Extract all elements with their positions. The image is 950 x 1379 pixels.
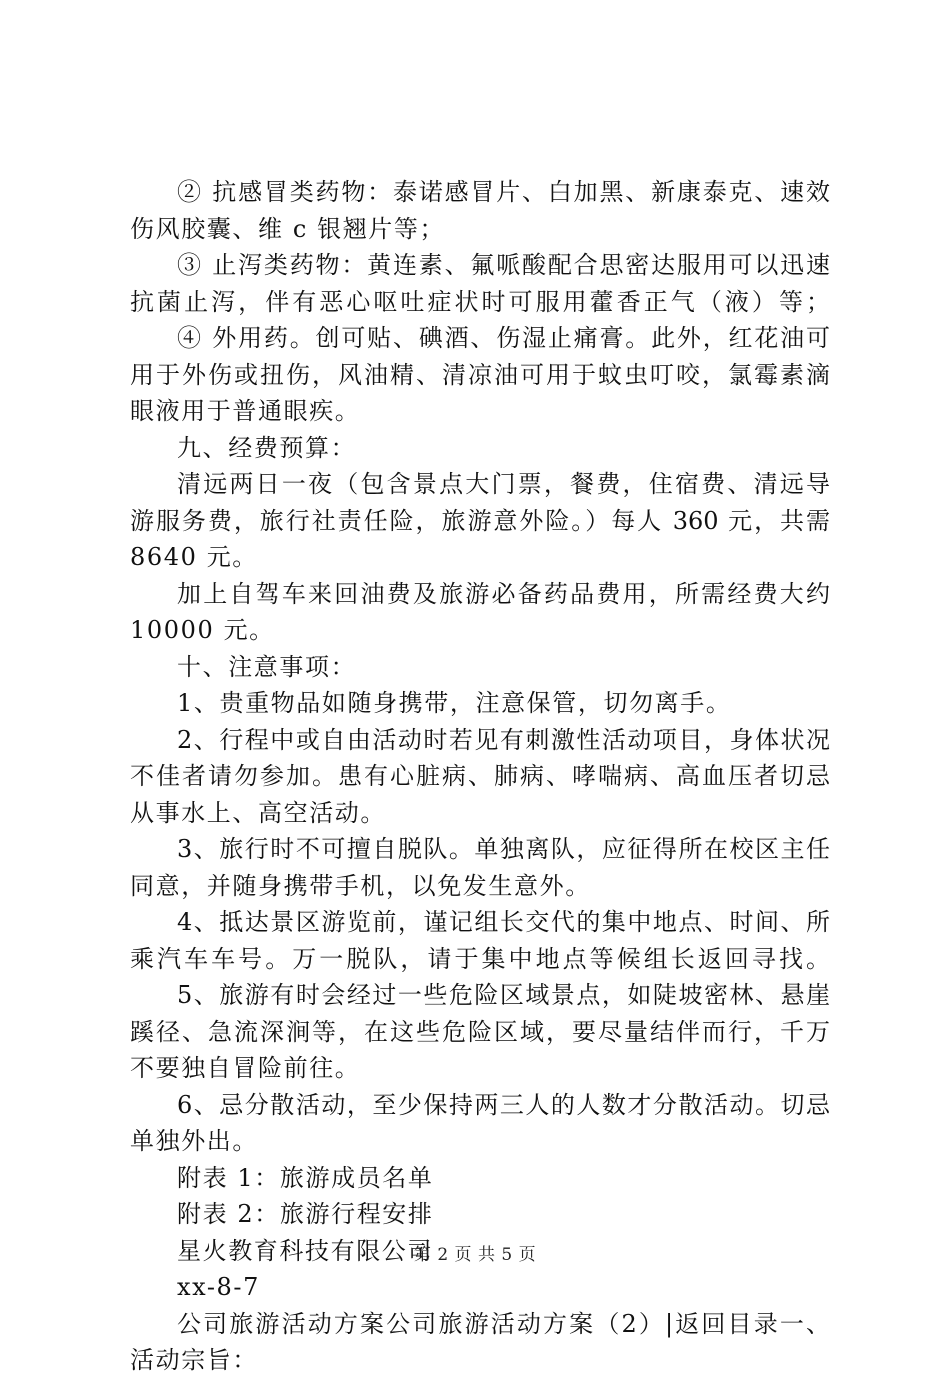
text-line: 3、旅行时不可擅自脱队。单独离队，应征得所在校区主任 <box>177 835 830 863</box>
text-line: 加上自驾车来回油费及旅游必备药品费用，所需经费大约 <box>177 579 830 608</box>
text-line: 公司旅游活动方案公司旅游活动方案（2）|返回目录一、 <box>177 1309 830 1338</box>
text-line: 九、经费预算： <box>177 433 357 462</box>
text-line: 眼液用于普通眼疾。 <box>130 397 361 425</box>
text-line: 活动宗旨： <box>130 1346 258 1374</box>
text-line: 抗菌止泻，伴有恶心呕吐症状时可服用藿香正气（液）等； <box>130 287 830 316</box>
text-line: 游服务费，旅行社责任险，旅游意外险。）每人 360 元，共需 <box>130 506 830 535</box>
text-line: 从事水上、高空活动。 <box>130 798 386 827</box>
text-line: 清远两日一夜（包含景点大门票，餐费，住宿费、清远导 <box>177 470 830 498</box>
text-line: ③ 止泻类药物：黄连素、氟哌酸配合思密达服用可以迅速 <box>177 251 830 279</box>
text-line: 乘汽车车号。万一脱队，请于集中地点等候组长返回寻找。 <box>130 944 830 973</box>
text-line: 单独外出。 <box>130 1127 258 1155</box>
text-line: 5、旅游有时会经过一些危险区域景点，如陡坡密林、悬崖 <box>177 981 830 1009</box>
text-line: 8640 元。 <box>130 543 258 571</box>
page-footer: 第 2 页 共 5 页 <box>413 1245 537 1265</box>
text-line: xx-8-7 <box>177 1273 261 1301</box>
text-line: 蹊径、急流深涧等，在这些危险区域，要尽量结伴而行，千万 <box>130 1017 830 1046</box>
text-line: 附表 1：旅游成员名单 <box>177 1163 434 1192</box>
text-line: 十、注意事项： <box>177 652 357 681</box>
text-line: ④ 外用药。创可贴、碘酒、伤湿止痛膏。此外，红花油可 <box>177 324 830 352</box>
text-line: 同意，并随身携带手机，以免发生意外。 <box>130 871 591 900</box>
document-body <box>130 174 830 1379</box>
text-line: 4、抵达景区游览前，谨记组长交代的集中地点、时间、所 <box>177 908 830 936</box>
text-line: ② 抗感冒类药物：泰诺感冒片、白加黑、新康泰克、速效 <box>177 178 830 206</box>
text-line: 2、行程中或自由活动时若见有刺激性活动项目，身体状况 <box>177 725 830 754</box>
text-line: 伤风胶囊、维 c 银翘片等； <box>130 214 446 243</box>
text-line: 10000 元。 <box>130 616 275 644</box>
text-line: 不要独自冒险前往。 <box>130 1054 361 1082</box>
text-line: 星火教育科技有限公司 <box>177 1236 433 1265</box>
text-line: 1、贵重物品如随身携带，注意保管，切勿离手。 <box>177 689 732 717</box>
text-line: 不佳者请勿参加。患有心脏病、肺病、哮喘病、高血压者切忌 <box>130 762 830 790</box>
text-line: 6、忌分散活动，至少保持两三人的人数才分散活动。切忌 <box>177 1090 830 1119</box>
text-line: 用于外伤或扭伤，风油精、清凉油可用于蚊虫叮咬，氯霉素滴 <box>130 360 830 389</box>
text-line: 附表 2：旅游行程安排 <box>177 1200 434 1228</box>
